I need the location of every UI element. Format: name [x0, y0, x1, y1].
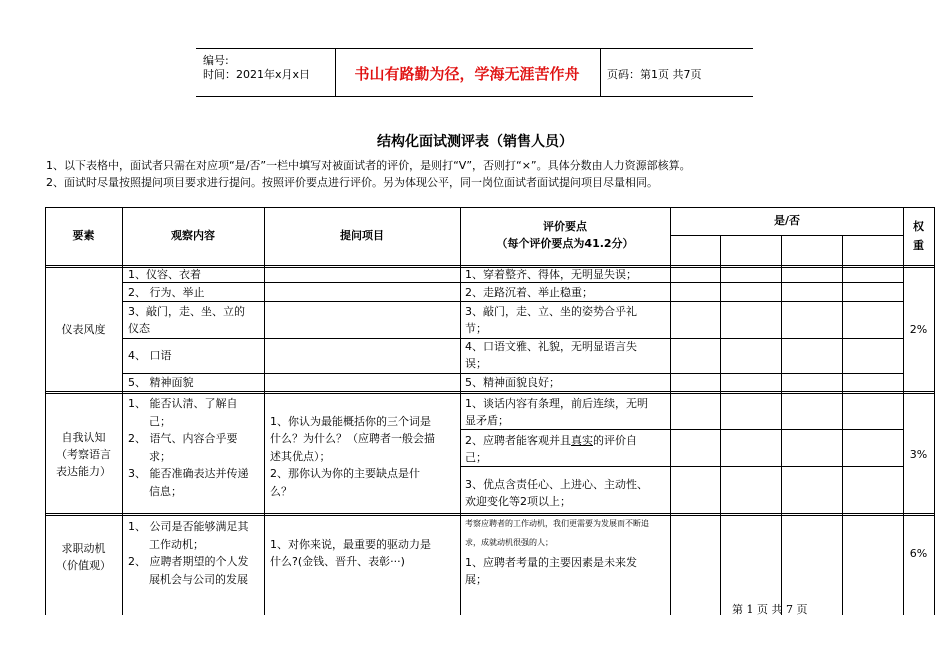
s3-question-1: 1、对你来说，最重要的驱动力是 — [270, 538, 431, 551]
s3-weight: 6% — [909, 547, 928, 560]
s2-point-2-underlined: 真实 — [571, 434, 593, 447]
table-right-border — [934, 207, 935, 615]
s1-observe-5: 5、 精神面貌 — [128, 376, 194, 389]
s2-observe-3b: 信息； — [149, 485, 182, 498]
s3-question-2: 什么?(金钱、晋升、表彰···) — [270, 555, 405, 568]
s2-question-2: 什么？为什么？（应聘者一般会描 — [270, 432, 435, 445]
col-line-3 — [460, 207, 461, 615]
s1-point-1: 1、穿着整齐、得体，无明显失误； — [465, 268, 637, 281]
s2-observe-2b: 求； — [149, 450, 171, 463]
document-title: 结构化面试测评表（销售人员） — [377, 134, 573, 150]
s1-weight: 2% — [909, 323, 928, 336]
col-line-7 — [842, 235, 843, 615]
evaluation-table — [45, 207, 935, 615]
section-rule-2b — [45, 515, 935, 516]
col-line-1 — [122, 207, 123, 615]
s2-point-3: 3、优点含责任心、上进心、主动性、 — [465, 478, 648, 491]
s1-point-4: 4、口语文雅、礼貌，无明显语言失 — [465, 340, 637, 353]
s3-element-2: （价值观） — [56, 559, 111, 572]
col-line-4 — [670, 207, 671, 615]
header-number-label: 编号: — [203, 54, 229, 67]
s1-point-5: 5、精神面貌良好； — [465, 376, 560, 389]
s3-point-small-2: 求，成就动机很强的人； — [465, 538, 553, 547]
s1-observe-3b: 仪态 — [128, 322, 150, 335]
header-motto: 书山有路勤为径，学海无涯苦作舟 — [354, 65, 580, 83]
header-bottom-rule — [196, 96, 753, 97]
s2-observe-3: 3、 能否准确表达并传递 — [128, 467, 249, 480]
s2-weight: 3% — [909, 448, 928, 461]
col-line-6 — [781, 235, 782, 615]
header-top-rule — [196, 48, 753, 49]
header-time-label: 时间：2021年x月x日 — [203, 68, 311, 81]
s2-row-1 — [460, 429, 904, 430]
s2-question-4: 2、那你认为你的主要缺点是什 — [270, 467, 420, 480]
instruction-note-2: 2、面试时尽量按照提问项目要求进行提问。按照评价要点进行评价。另为体现公平，同一岗位面试者面试提问项目尽量相同。 — [46, 176, 658, 189]
header-page-label: 页码：第1页 共7页 — [607, 68, 702, 81]
s2-question-5: 么？ — [270, 485, 292, 498]
s2-observe-1b: 己； — [149, 415, 171, 428]
s2-row-2 — [460, 466, 904, 467]
s2-element-3: 表达能力） — [56, 465, 111, 478]
s3-point-1b: 展； — [465, 573, 487, 586]
s2-point-3b: 欢迎变化等2项以上； — [465, 495, 571, 508]
s2-point-2 — [465, 432, 637, 449]
s2-point-1b: 显矛盾； — [465, 414, 509, 427]
s1-observe-4: 4、 口语 — [128, 349, 172, 362]
s1-point-3b: 节； — [465, 322, 487, 335]
col-line-2 — [264, 207, 265, 615]
col-line-5 — [720, 235, 721, 615]
s2-point-1: 1、谈话内容有条理，前后连续，无明 — [465, 397, 648, 410]
section-rule-2 — [45, 513, 935, 514]
s2-question-3: 述其优点）； — [270, 450, 331, 463]
section-rule-1 — [45, 391, 935, 392]
header-observe: 观察内容 — [171, 229, 215, 242]
s2-observe-2: 2、 语气、内容合乎要 — [128, 432, 238, 445]
header-points: 评价要点 — [543, 220, 587, 233]
s3-observe-2b: 展机会与公司的发展 — [149, 573, 248, 586]
header-points-sub: （每个评价要点为41.2分） — [496, 237, 634, 250]
s1-observe-1: 1、仪容、衣着 — [128, 268, 201, 281]
s3-element-1: 求职动机 — [61, 542, 106, 555]
s1-observe-3: 3、敲门，走、坐、立的 — [128, 305, 245, 318]
instruction-note-1: 1、以下表格中，面试者只需在对应项“是/否”一栏中填写对被面试者的评价，是则打“V”，否则打“×”。具体分数由人力资源部核算。 — [46, 159, 691, 172]
yesno-sub-rule — [670, 235, 904, 236]
s1-point-4b: 误； — [465, 357, 487, 370]
header-weight-1: 权 — [913, 220, 924, 233]
s2-question-1: 1、你认为最能概括你的三个词是 — [270, 415, 431, 428]
s1-point-3: 3、敲门，走、立、坐的姿势合乎礼 — [465, 305, 637, 318]
s1-observe-2: 2、 行为、举止 — [128, 286, 205, 299]
s1-point-2: 2、走路沉着、举止稳重； — [465, 286, 593, 299]
s3-point-small-1: 考察应聘者的工作动机，我们更需要为发展而不断追 — [465, 519, 649, 528]
table-top-border — [45, 207, 935, 208]
footer-page-number: 第 1 页 共 7 页 — [732, 603, 808, 616]
s1-element: 仪表风度 — [61, 323, 106, 336]
s3-point-1: 1、应聘者考量的主要因素是未来发 — [465, 556, 637, 569]
header-yesno: 是/否 — [773, 214, 801, 227]
s2-point-2-pre: 2、应聘者能客观并且 — [465, 434, 571, 447]
header-divider-2 — [600, 48, 601, 97]
s2-point-2-post: 的评价自 — [593, 434, 637, 447]
s2-element-2: （考察语言 — [56, 448, 111, 461]
s2-point-2b: 己； — [465, 451, 487, 464]
header-weight-2: 重 — [913, 239, 924, 252]
s3-observe-1: 1、 公司是否能够满足其 — [128, 520, 249, 533]
header-element: 要素 — [72, 229, 95, 242]
s3-observe-2: 2、 应聘者期望的个人发 — [128, 555, 249, 568]
s1-row-2 — [122, 301, 904, 302]
section-rule-1b — [45, 393, 935, 394]
s3-observe-1b: 工作动机； — [149, 538, 204, 551]
s2-element-1: 自我认知 — [61, 431, 106, 444]
s2-observe-1: 1、 能否认清、了解自 — [128, 397, 238, 410]
header-question: 提问项目 — [340, 229, 384, 242]
